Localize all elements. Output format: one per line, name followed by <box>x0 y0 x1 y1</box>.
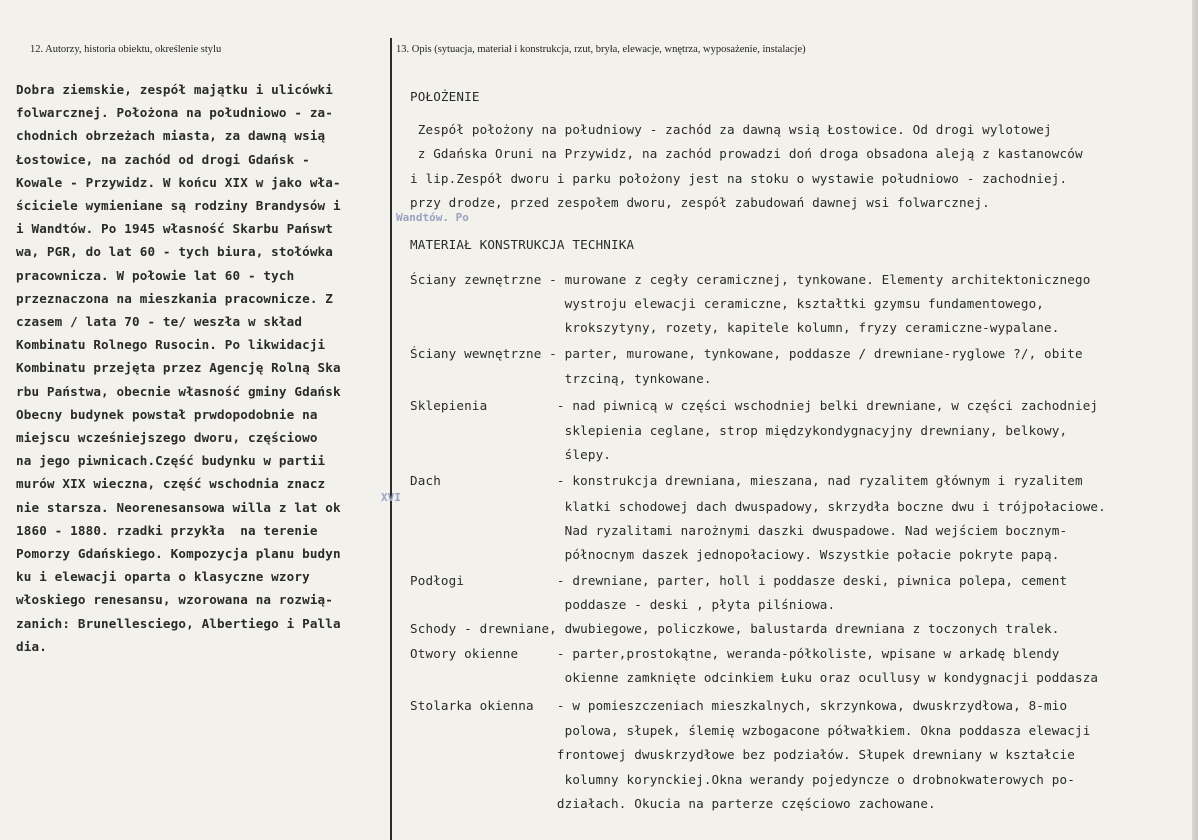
history-line: 1860 - 1880. rzadki przykła na terenie <box>16 522 318 538</box>
history-line: zanich: Brunellesciego, Albertiego i Palla <box>16 615 341 631</box>
polozenie-line: z Gdańska Oruni na Przywidz, na zachód prowadzi doń droga obsadona aleją z kastanowców <box>410 146 1083 161</box>
history-text <box>16 78 384 658</box>
polozenie-line: przy drodze, przed zespołem dworu, zespół zabudowań dawnej wsi folwarcznej. <box>410 195 990 210</box>
history-line: nie starsza. Neorenesansowa willa z lat ok <box>16 499 341 515</box>
heading-material: MATERIAŁ KONSTRUKCJA TECHNIKA <box>410 237 635 252</box>
material-line: kolumny korynckiej.Okna werandy pojedyncze o drobnokwaterowych po- <box>410 772 1075 787</box>
history-line: rbu Państwa, obecnie własność gminy Gdańsk <box>16 383 341 399</box>
material-line: sklepienia ceglane, strop międzykondygnacyjny drewniany, belkowy, <box>410 423 1068 438</box>
history-line: miejscu wcześniejszego dworu, częściowo <box>16 430 318 446</box>
history-line: ściciele wymieniane są rodziny Brandysów i <box>16 198 341 214</box>
history-line: Kombinatu przejęta przez Agencję Rolną Ska <box>16 360 341 376</box>
history-line: ku i elewacji oparta o klasyczne wzory <box>16 569 310 585</box>
history-line: Dobra ziemskie, zespół majątku i ulicówki <box>16 82 334 97</box>
history-line: chodnich obrzeżach miasta, za dawną wsią <box>16 128 326 144</box>
history-line: folwarcznej. Położona na południowo - za- <box>16 105 334 121</box>
material-line: Sklepienia - nad piwnicą w części wschodniej belki drewniane, w części zachodniej <box>410 398 1099 413</box>
material-line: Otwory okienne - parter,prostokątne, weranda-półkoliste, wpisane w arkadę blendy <box>410 646 1060 661</box>
history-line: włoskiego renesansu, wzorowana na rozwią- <box>16 592 334 608</box>
material-line: Podłogi - drewniane, parter, holl i poddasze deski, piwnica polepa, cement <box>410 573 1068 588</box>
history-line: przeznaczona na mieszkania pracownicze. Z <box>16 290 334 306</box>
history-line: murów XIX wieczna, część wschodnia znacz <box>16 476 326 492</box>
material-line: klatki schodowej dach dwuspadowy, skrzydła boczne dwu i trójpołaciowe. <box>410 499 1106 514</box>
material-line: północnym daszek jednopołaciowy. Wszystkie połacie pokryte papą. <box>410 547 1060 562</box>
history-line: i Wandtów. Po 1945 własność Skarbu Pańswt <box>16 221 334 237</box>
material-line: Dach - konstrukcja drewniana, mieszana, nad ryzalitem głównym i ryzalitem <box>410 473 1083 488</box>
history-line: Pomorzy Gdańskiego. Kompozycja planu budyn <box>16 546 341 562</box>
section-12-header: 12. Autorzy, historia obiektu, określenie stylu <box>30 44 222 55</box>
material-line: okienne zamknięte odcinkiem Łuku oraz ocullusy w kondygnacji poddasza <box>410 670 1099 685</box>
column-divider <box>390 38 392 840</box>
history-line: Kowale - Przywidz. W końcu XIX w jako wła- <box>16 174 341 190</box>
history-line: czasem / lata 70 - te/ weszła w skład <box>16 314 303 330</box>
history-line: Łostowice, na zachód od drogi Gdańsk - <box>16 151 310 167</box>
ghost-text: Wandtów. Po <box>396 211 469 224</box>
sheet-edge <box>1192 0 1198 840</box>
history-line: dia. <box>16 638 47 654</box>
ghost-text: XVI <box>381 491 401 504</box>
history-line: wa, PGR, do lat 60 - tych biura, stołówka <box>16 244 334 260</box>
material-line: Stolarka okienna - w pomieszczeniach mieszkalnych, skrzynkowa, dwuskrzydłowa, 8-mio <box>410 698 1068 713</box>
history-line: Kombinatu Rolnego Rusocin. Po likwidacji <box>16 337 326 353</box>
material-line: poddasze - deski , płyta pilśniowa. <box>410 597 836 612</box>
polozenie-line: Zespół położony na południowy - zachód za dawną wsią Łostowice. Od drogi wylotowej <box>410 122 1052 137</box>
polozenie-line: i lip.Zespół dworu i parku położony jest na stoku o wystawie południowo - zachodniej. <box>410 171 1068 186</box>
material-line: Ściany zewnętrzne - murowane z cegły ceramicznej, tynkowane. Elementy architektonicznego <box>410 272 1091 287</box>
material-line: ślepy. <box>410 447 612 462</box>
material-line: Ściany wewnętrzne - parter, murowane, tynkowane, poddasze / drewniane-ryglowe ?/, obite <box>410 346 1083 361</box>
section-13-header: 13. Opis (sytuacja, materiał i konstrukcja, rzut, bryła, elewacje, wnętrza, wyposażenie, instalacje) <box>396 44 806 55</box>
history-line: na jego piwnicach.Część budynku w partii <box>16 453 326 469</box>
material-line: frontowej dwuskrzydłowe bez podziałów. Słupek drewniany w kształcie <box>410 747 1075 762</box>
material-line: Nad ryzalitami narożnymi daszki dwuspadowe. Nad wejściem bocznym- <box>410 523 1068 538</box>
history-line: Obecny budynek powstał prwdopodobnie na <box>16 406 318 422</box>
material-line: wystroju elewacji ceramiczne, kształtki gzymsu fundamentowego, <box>410 296 1045 311</box>
material-line: krokszytyny, rozety, kapitele kolumn, fryzy ceramiczne-wypalane. <box>410 320 1060 335</box>
material-line: trzciną, tynkowane. <box>410 371 712 386</box>
material-line: Schody - drewniane, dwubiegowe, policzkowe, balustarda drewniana z toczonych tralek. <box>410 621 1060 636</box>
material-line: polowa, słupek, ślemię wzbogacone półwałkiem. Okna poddasza elewacji <box>410 723 1091 738</box>
material-line: działach. Okucia na parterze częściowo zachowane. <box>410 796 936 811</box>
heading-polozenie: POŁOŻENIE <box>410 89 480 104</box>
history-line: pracownicza. W połowie lat 60 - tych <box>16 267 295 283</box>
